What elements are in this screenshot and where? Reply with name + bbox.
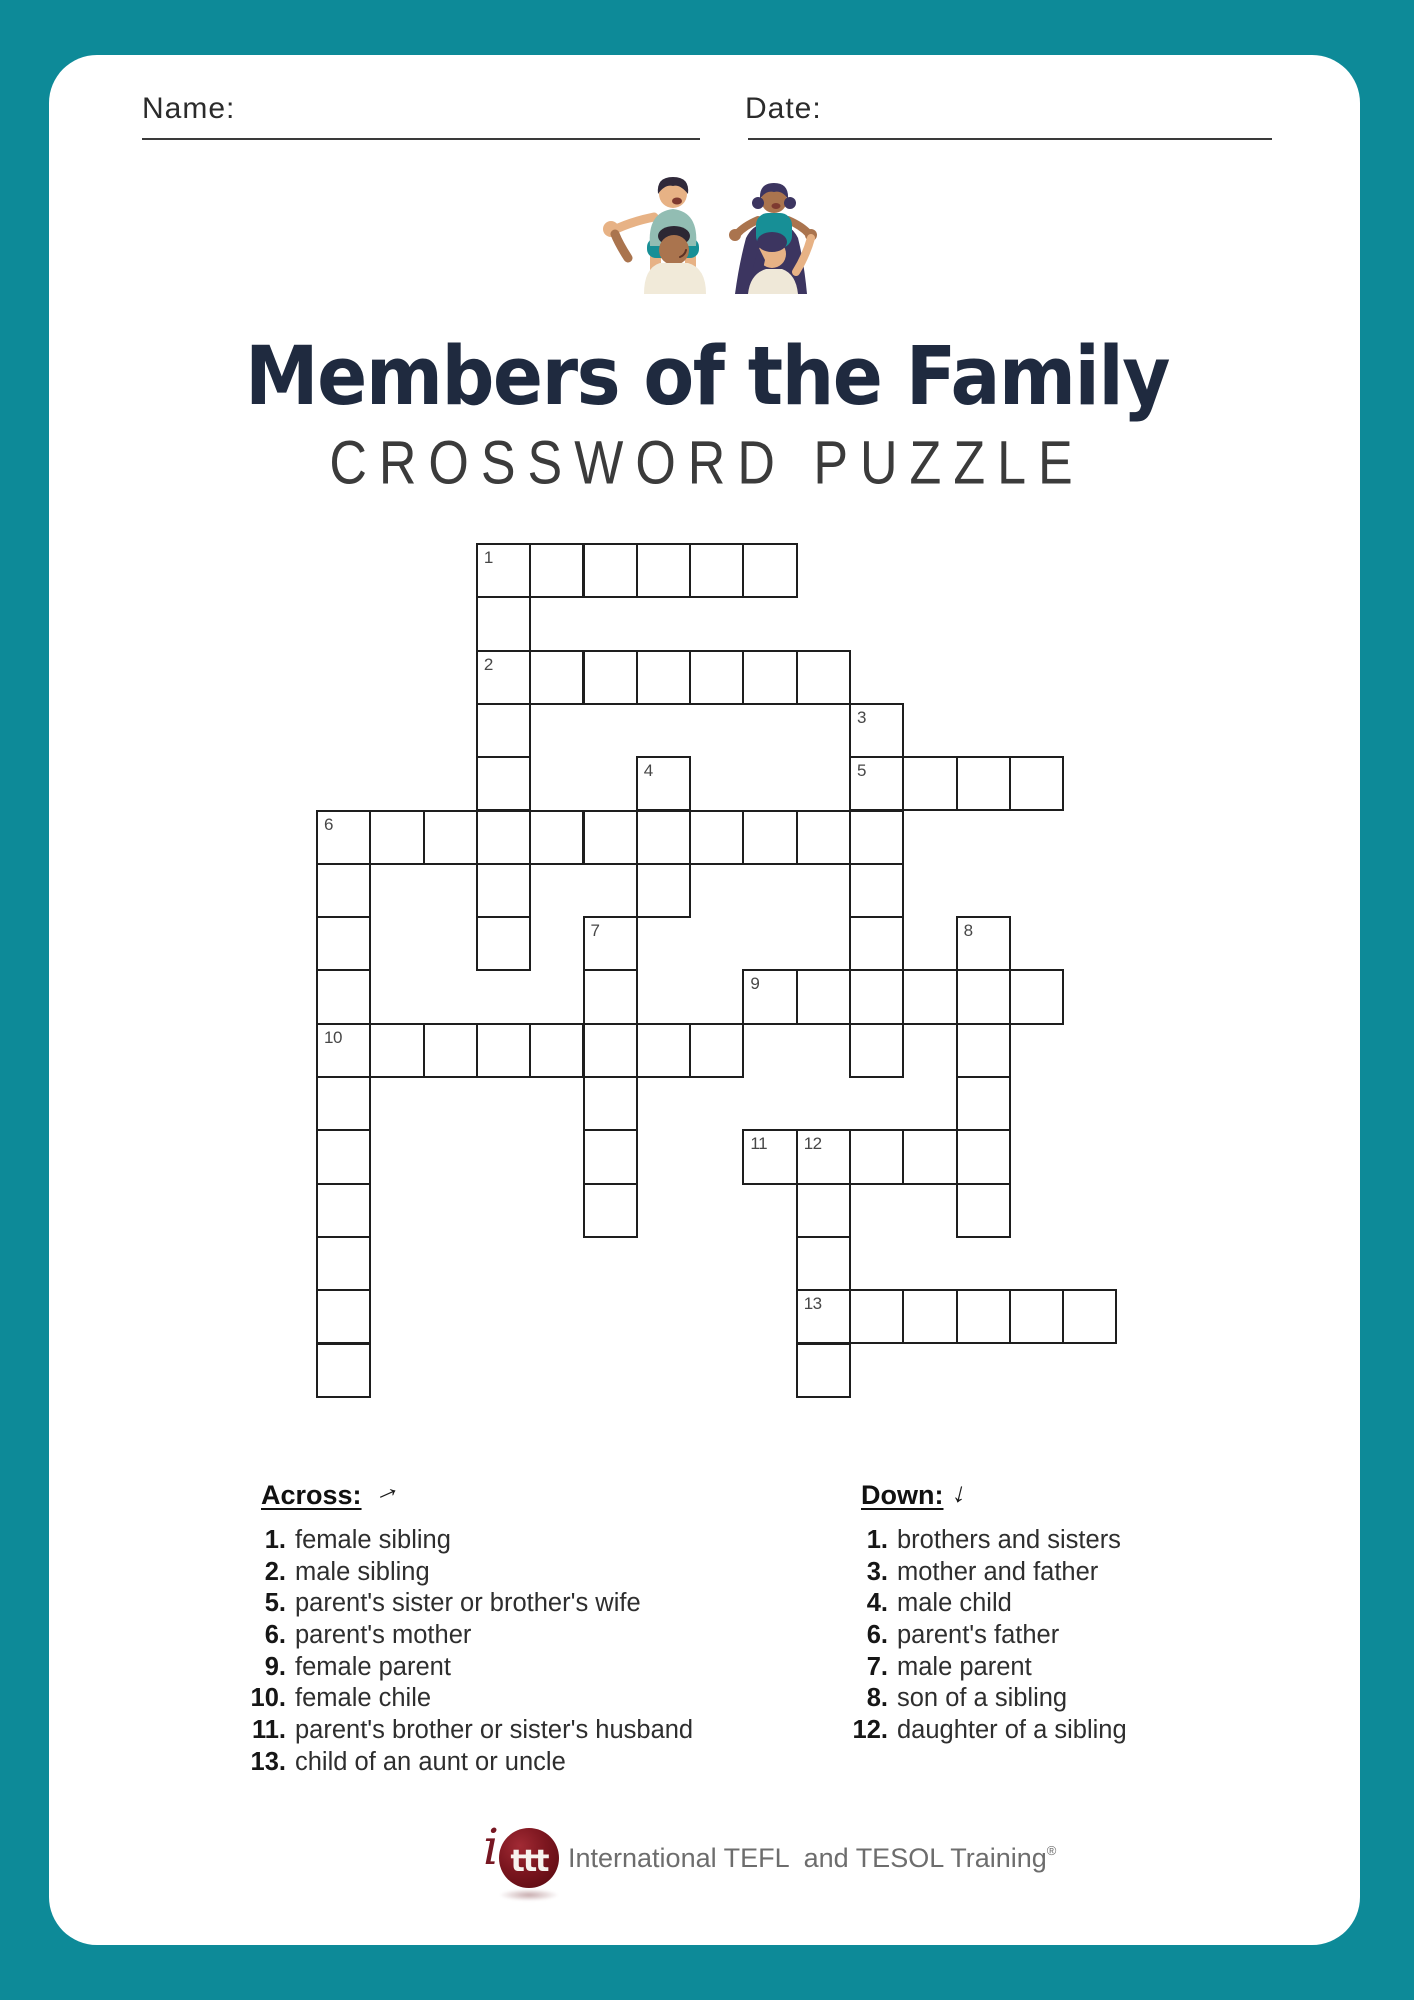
clue-number: 11. xyxy=(251,1716,286,1745)
grid-cell[interactable] xyxy=(476,810,531,865)
grid-cell[interactable] xyxy=(476,596,531,651)
grid-cell[interactable] xyxy=(423,1023,478,1078)
clue-item xyxy=(248,1748,768,1780)
cell-number: 1 xyxy=(483,548,493,567)
grid-cell[interactable] xyxy=(742,1129,797,1184)
grid-cell[interactable] xyxy=(849,1129,904,1184)
across-heading-label: Across: xyxy=(261,1480,362,1510)
clue-number: 8. xyxy=(866,1684,888,1713)
grid-cell[interactable] xyxy=(902,1289,957,1344)
grid-cell[interactable] xyxy=(583,543,638,598)
grid-cell[interactable] xyxy=(796,1183,851,1238)
clue-text: parent's brother or sister's husband xyxy=(295,1716,694,1745)
grid-cell[interactable] xyxy=(316,1023,371,1078)
clue-number: 7. xyxy=(866,1652,888,1681)
grid-cell[interactable] xyxy=(849,703,904,758)
grid-cell[interactable] xyxy=(902,756,957,811)
across-arrow-icon: → xyxy=(366,1469,405,1510)
grid-cell[interactable] xyxy=(636,1023,691,1078)
grid-cell[interactable] xyxy=(1009,969,1064,1024)
clue-text: male parent xyxy=(897,1652,1032,1681)
clue-text: parent's sister or brother's wife xyxy=(295,1589,641,1618)
name-label: Name: xyxy=(142,92,236,125)
clue-item xyxy=(248,1589,768,1621)
grid-cell[interactable] xyxy=(849,916,904,971)
grid-cell[interactable] xyxy=(369,810,424,865)
brand-text xyxy=(568,1843,1056,1874)
clue-text: male sibling xyxy=(295,1557,430,1586)
cell-number: 7 xyxy=(590,921,600,941)
grid-cell[interactable] xyxy=(1062,1289,1117,1344)
grid-cell[interactable] xyxy=(316,810,371,865)
page-subtitle: CROSSWORD PUZZLE xyxy=(329,429,1085,498)
grid-cell[interactable] xyxy=(583,916,638,971)
grid-cell[interactable] xyxy=(956,1076,1011,1131)
grid-cell[interactable] xyxy=(902,1129,957,1184)
clue-item xyxy=(848,1526,1328,1558)
down-heading-label: Down: xyxy=(861,1480,944,1510)
grid-cell[interactable] xyxy=(316,1236,371,1291)
grid-cell[interactable] xyxy=(476,543,531,598)
grid-cell[interactable] xyxy=(636,810,691,865)
grid-cell[interactable] xyxy=(956,1023,1011,1078)
cell-number: 3 xyxy=(857,707,866,727)
down-clue-list xyxy=(848,1526,1328,1748)
clue-item xyxy=(848,1653,1328,1685)
grid-cell[interactable] xyxy=(956,1289,1011,1344)
clue-item xyxy=(848,1684,1328,1716)
cell-number: 5 xyxy=(857,761,866,781)
grid-cell[interactable] xyxy=(849,1023,904,1078)
grid-cell[interactable] xyxy=(529,650,584,705)
grid-cell[interactable] xyxy=(316,916,371,971)
cell-number: 9 xyxy=(750,974,760,994)
cell-number: 11 xyxy=(750,1134,768,1154)
cell-number: 6 xyxy=(324,814,333,834)
grid-cell[interactable] xyxy=(849,756,904,811)
grid-cell[interactable] xyxy=(316,1183,371,1238)
grid-cell[interactable] xyxy=(956,1183,1011,1238)
clue-text: male child xyxy=(897,1589,1012,1618)
name-input-line[interactable] xyxy=(142,138,700,140)
family-illustration xyxy=(590,172,830,294)
grid-cell[interactable] xyxy=(583,1129,638,1184)
grid-cell[interactable] xyxy=(476,756,531,811)
clue-number: 4. xyxy=(866,1589,888,1618)
across-clue-list xyxy=(248,1526,768,1780)
grid-cell[interactable] xyxy=(583,969,638,1024)
father-and-son-figure xyxy=(603,177,706,294)
grid-cell[interactable] xyxy=(583,810,638,865)
clue-item xyxy=(848,1621,1328,1653)
grid-cell[interactable] xyxy=(742,969,797,1024)
brand-text-label: International TEFL and TESOL Training xyxy=(568,1843,1047,1873)
grid-cell[interactable] xyxy=(369,1023,424,1078)
grid-cell[interactable] xyxy=(849,863,904,918)
cell-number: 12 xyxy=(803,1134,822,1154)
grid-cell[interactable] xyxy=(529,543,584,598)
grid-cell[interactable] xyxy=(796,810,851,865)
clue-item xyxy=(848,1716,1328,1748)
clue-item xyxy=(248,1653,768,1685)
grid-cell[interactable] xyxy=(849,1289,904,1344)
down-arrow-icon: ↓ xyxy=(950,1475,972,1510)
grid-cell[interactable] xyxy=(742,543,797,598)
grid-cell[interactable] xyxy=(689,543,744,598)
mother-and-daughter-figure xyxy=(729,183,817,294)
grid-cell[interactable] xyxy=(316,1289,371,1344)
grid-cell[interactable] xyxy=(742,650,797,705)
clue-item xyxy=(248,1621,768,1653)
across-heading xyxy=(261,1469,768,1512)
clue-number: 6. xyxy=(264,1621,286,1650)
clue-item xyxy=(848,1558,1328,1590)
grid-cell[interactable] xyxy=(689,1023,744,1078)
grid-cell[interactable] xyxy=(476,863,531,918)
clue-text: female sibling xyxy=(295,1526,451,1554)
clue-number: 1. xyxy=(866,1526,888,1554)
grid-cell[interactable] xyxy=(529,810,584,865)
clue-text: daughter of a sibling xyxy=(897,1716,1127,1745)
grid-cell[interactable] xyxy=(689,810,744,865)
clue-number: 9. xyxy=(264,1652,286,1681)
clue-text: parent's mother xyxy=(295,1621,472,1650)
ittt-logo-monogram: ttt xyxy=(510,1844,548,1879)
across-clues-section xyxy=(248,1469,768,1780)
grid-cell[interactable] xyxy=(1009,756,1064,811)
grid-cell[interactable] xyxy=(423,810,478,865)
grid-cell[interactable] xyxy=(796,1236,851,1291)
clue-text: son of a sibling xyxy=(897,1684,1068,1713)
cell-number: 4 xyxy=(643,761,653,781)
grid-cell[interactable] xyxy=(583,650,638,705)
clue-item xyxy=(248,1558,768,1590)
grid-cell[interactable] xyxy=(902,969,957,1024)
grid-cell[interactable] xyxy=(583,1023,638,1078)
clue-item xyxy=(248,1526,768,1558)
cell-number: 2 xyxy=(483,654,493,674)
grid-cell[interactable] xyxy=(956,1129,1011,1184)
grid-cell[interactable] xyxy=(583,1076,638,1131)
page-title: Members of the Family xyxy=(245,329,1169,424)
cell-number: 10 xyxy=(324,1027,342,1047)
clue-number: 1. xyxy=(264,1526,286,1554)
down-clues-section xyxy=(848,1475,1328,1748)
date-input-line[interactable] xyxy=(748,138,1272,140)
grid-cell[interactable] xyxy=(476,650,531,705)
grid-cell[interactable] xyxy=(316,1129,371,1184)
ittt-logo-circle xyxy=(499,1828,559,1888)
clue-number: 2. xyxy=(264,1557,286,1586)
registered-mark: ® xyxy=(1046,1843,1057,1858)
grid-cell[interactable] xyxy=(476,916,531,971)
grid-cell[interactable] xyxy=(956,756,1011,811)
date-label: Date: xyxy=(745,92,822,125)
grid-cell[interactable] xyxy=(1009,1289,1064,1344)
clue-number: 12. xyxy=(852,1716,888,1745)
grid-cell[interactable] xyxy=(689,650,744,705)
grid-cell[interactable] xyxy=(316,969,371,1024)
grid-cell[interactable] xyxy=(849,810,904,865)
clue-number: 10. xyxy=(250,1684,286,1713)
clue-text: parent's father xyxy=(897,1621,1060,1650)
grid-cell[interactable] xyxy=(849,969,904,1024)
cell-number: 13 xyxy=(803,1294,822,1314)
grid-cell[interactable] xyxy=(636,543,691,598)
grid-cell[interactable] xyxy=(796,650,851,705)
grid-cell[interactable] xyxy=(529,1023,584,1078)
clue-text: mother and father xyxy=(897,1557,1099,1586)
grid-cell[interactable] xyxy=(476,1023,531,1078)
clue-item xyxy=(248,1684,768,1716)
ittt-logo-i: i xyxy=(483,1818,499,1876)
clue-number: 3. xyxy=(866,1557,888,1586)
grid-cell[interactable] xyxy=(583,1183,638,1238)
grid-cell[interactable] xyxy=(796,1289,851,1344)
grid-cell[interactable] xyxy=(636,756,691,811)
ittt-logo-reflection xyxy=(499,1889,559,1901)
clue-text: brothers and sisters xyxy=(897,1526,1121,1554)
clue-number: 13. xyxy=(250,1747,286,1776)
grid-cell[interactable] xyxy=(636,863,691,918)
clue-text: child of an aunt or uncle xyxy=(295,1747,566,1776)
grid-cell[interactable] xyxy=(796,1129,851,1184)
grid-cell[interactable] xyxy=(742,810,797,865)
down-heading xyxy=(861,1475,1328,1512)
grid-cell[interactable] xyxy=(956,969,1011,1024)
clue-text: female chile xyxy=(295,1684,432,1713)
clue-item xyxy=(848,1589,1328,1621)
cell-number: 8 xyxy=(963,921,973,941)
grid-cell[interactable] xyxy=(316,863,371,918)
grid-cell[interactable] xyxy=(476,703,531,758)
clue-text: female parent xyxy=(295,1652,451,1681)
clue-number: 5. xyxy=(264,1589,286,1618)
grid-cell[interactable] xyxy=(956,916,1011,971)
grid-cell[interactable] xyxy=(796,1343,851,1398)
grid-cell[interactable] xyxy=(316,1076,371,1131)
grid-cell[interactable] xyxy=(796,969,851,1024)
grid-cell[interactable] xyxy=(636,650,691,705)
clue-item xyxy=(248,1716,768,1748)
grid-cell[interactable] xyxy=(316,1343,371,1398)
clue-number: 6. xyxy=(866,1621,888,1650)
